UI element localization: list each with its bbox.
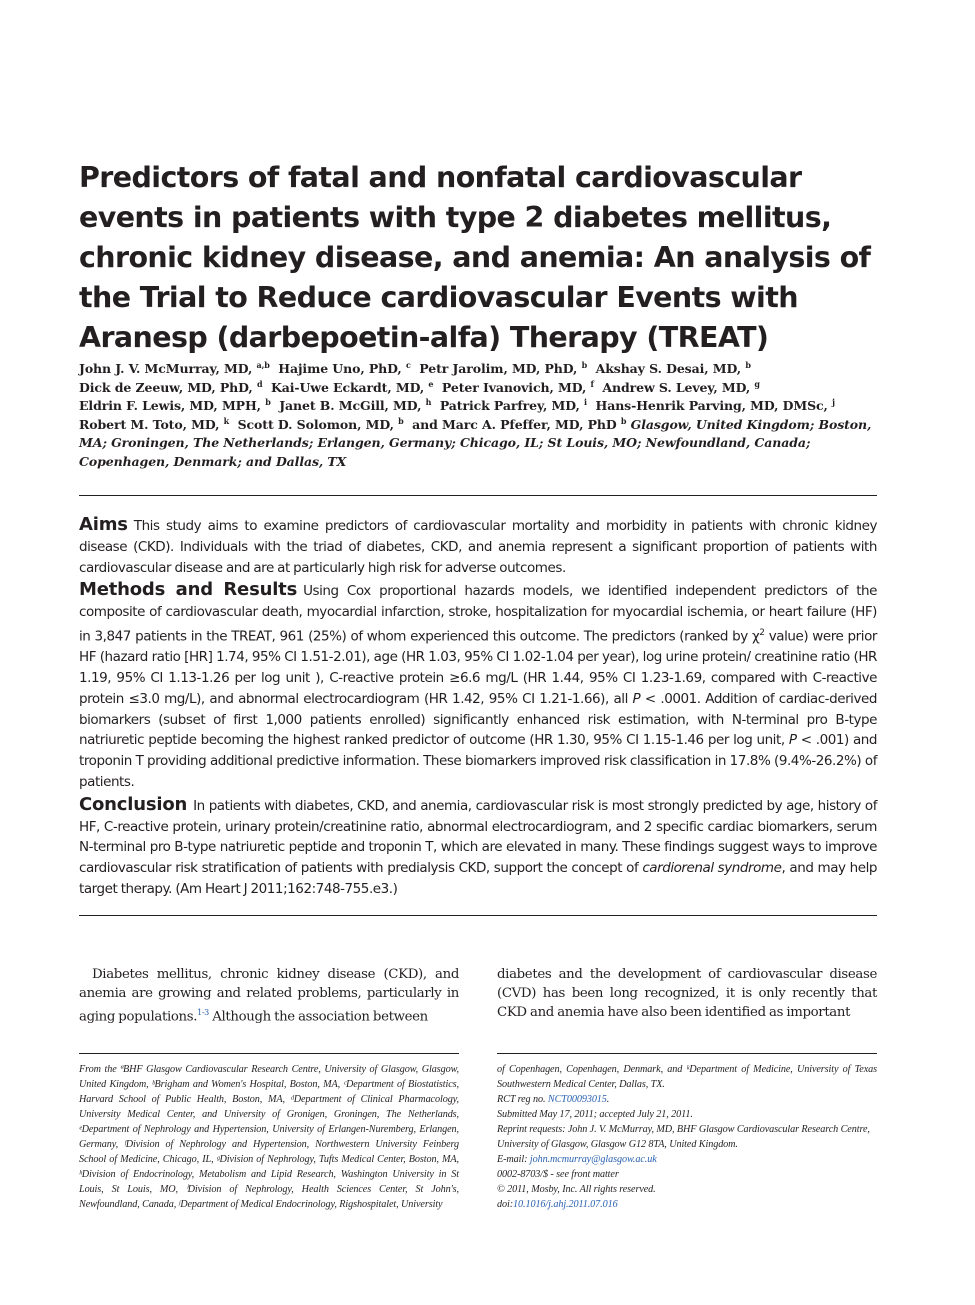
abstract-aims xyxy=(79,515,877,578)
footnote-divider-left xyxy=(79,1053,459,1054)
email-link[interactable]: john.mcmurray@glasgow.ac.uk xyxy=(529,1154,657,1165)
body-left-column xyxy=(79,965,459,1027)
author-12: Hans-Henrik Parving, MD, DMSc, $^j$ xyxy=(595,396,835,413)
body-paragraph: diabetes and the development of cardiovascular disease (CVD) has been long recognized, it is only recently that CKD and anemia have also been identified as important xyxy=(497,967,877,1021)
rct-registration xyxy=(497,1092,877,1107)
author-7: Peter Ivanovich, MD, $^f$ xyxy=(441,378,594,395)
author-3: Petr Jarolim, MD, PhD, $^b$ xyxy=(419,359,588,376)
aims-text: This study aims to examine predictors of cardiovascular mortality and morbidity in patients with chronic kidney disease (CKD). Individuals with the triad of diabetes, CKD, and anemia represent a significant proportion of patients with cardiovascular disease and are at particularly high risk for adverse outcomes. xyxy=(79,518,877,576)
methods-text-1: Using Cox proportional hazards models, we identified independent predictors of the composite of cardiovascular death, myocardial infarction, stroke, hospitalization for myocardial ischemia, or heart failure (HF) in 3,847 patients in the TREAT, 961 (25%) of whom experienced this outcome. The predictors (ranked by χ xyxy=(79,583,877,645)
affiliations-continued: of Copenhagen, Copenhagen, Denmark, and ᵏDepartment of Medicine, University of Texas Southwestern Medical Center, Dallas, TX. xyxy=(497,1064,877,1090)
rct-link[interactable]: NCT00093015 xyxy=(547,1094,607,1105)
article-info-footnote xyxy=(497,1062,877,1212)
p-value-symbol: P xyxy=(632,690,641,707)
doi-label: doi: xyxy=(497,1199,514,1210)
author-8: Andrew S. Levey, MD, $^g$ xyxy=(602,378,760,395)
issn: 0002-8703/$ - see front matter xyxy=(497,1169,619,1180)
methods-text-2: value) were prior HF (hazard ratio [HR] 1.74, 95% CI 1.51-2.01), age (HR 1.03, 95% CI 1.02-1.04 per year), log urine protein/ creatinine ratio (HR 1.19, 95% CI 1.13-1.26 per log unit ), C-reactive protein ≥6.6 mg/L (HR 1.44, 95% CI 1.23-1.69, compared with C-reactive protein ≤3.0 mg/L), and abnormal electrocardiogram (HR 1.42, 95% CI 1.21-1.66), all xyxy=(79,628,877,707)
article-title: Predictors of fatal and nonfatal cardiovascular events in patients with type 2 diabetes mellitus, chronic kidney disease, and anemia: An analysis of the Trial to Reduce cardiovascular Events with Aranesp (darbepoetin-alfa) Therapy (TREAT) xyxy=(79,161,871,354)
reprint-requests: Reprint requests: John J. V. McMurray, MD, BHF Glasgow Cardiovascular Research Centre, University of Glasgow, Glasgow G12 8TA, United Kingdom. xyxy=(497,1124,870,1150)
conclusion-text-1: In patients with diabetes, CKD, and anemia, cardiovascular risk is most strongly predicted by age, history of HF, C-reactive protein, urinary protein/creatinine ratio, abnormal electrocardiogram, and 2 specific cardiac biomarkers, serum N-terminal pro B-type natriuretic peptide and troponin T, which are elevated in many. These findings suggest ways to improve cardiovascular risk stratification of patients with predialysis CKD, support the concept of xyxy=(79,797,877,877)
author-11: Patrick Parfrey, MD, $^i$ xyxy=(439,396,587,413)
author-6: Kai-Uwe Eckardt, MD, $^e$ xyxy=(270,378,434,395)
author-2: Hajime Uno, PhD, $^c$ xyxy=(278,359,411,376)
doi-line xyxy=(497,1197,877,1212)
p-value-symbol: P xyxy=(788,732,797,749)
methods-heading: Methods and Results xyxy=(79,579,298,601)
body-paragraph xyxy=(79,965,459,1027)
affiliations-footnote: From the ªBHF Glasgow Cardiovascular Research Centre, University of Glasgow, Glasgow, United Kingdom, ᵇBrigham and Women's Hospital, Boston, MA, ᶜDepartment of Biostatistics, Harvard School of Public Health, Boston, MA, ᵈDepartment of Clinical Pharmacology, University Medical Center, and University of Gronigen, Groningen, The Netherlands, ᵉDepartment of Nephrology and Hypertension, University of Erlangen-Nuremberg, Erlangen, Germany, ᶠDivision of Nephrology and Hypertension, Northwestern University Feinberg School of Medicine, Chicago, IL, ᵍDivision of Nephrology, Tufts Medical Center, Boston, MA, ʰDivision of Endocrinology, Metabolism and Lipid Research, Washington University in St Louis, St Louis, MO, ⁱDivision of Nephrology, Health Sciences Center, St John's, Newfoundland, Canada, ʲDepartment of Medical Endocrinology, Rigshospitalet, University xyxy=(79,1064,459,1210)
author-locations: Glasgow, United Kingdom; Boston, MA; Groningen, The Netherlands; Erlangen, Germany; Chicago, IL; St Louis, MO; Newfoundland, Canada; Copenhagen, Denmark; and Dallas, TX xyxy=(79,416,872,469)
author-14: Scott D. Solomon, MD, $^b$ xyxy=(237,415,404,432)
bottom-divider xyxy=(79,915,877,916)
abstract-methods xyxy=(79,580,877,792)
body-text: Although the association between xyxy=(208,1009,428,1025)
body-text: Diabetes mellitus, chronic kidney disease (CKD), and anemia are growing and related problems, particularly in aging populations. xyxy=(79,967,459,1025)
top-divider xyxy=(79,495,877,496)
body-right-column xyxy=(497,965,877,1023)
author-4: Akshay S. Desai, MD, $^b$ xyxy=(595,359,751,376)
author-9: Eldrin F. Lewis, MD, MPH, $^b$ xyxy=(79,396,271,413)
conclusion-heading: Conclusion xyxy=(79,793,188,815)
footnote-divider-right xyxy=(497,1053,877,1054)
email-line xyxy=(497,1152,877,1167)
aims-heading: Aims xyxy=(79,514,128,535)
rct-end: . xyxy=(606,1094,610,1105)
abstract xyxy=(79,515,877,900)
author-15: and Marc A. Pfeffer, MD, PhD $^b$ xyxy=(412,415,627,432)
submission-dates: Submitted May 17, 2011; accepted July 21, 2011. xyxy=(497,1109,693,1120)
methods-text-4: < .001) and troponin T providing additional predictive information. These biomarkers improved risk classification in 17.8% (9.4%-26.2%) of patients. xyxy=(79,732,878,791)
email-label: E-mail: xyxy=(497,1154,530,1165)
author-5: Dick de Zeeuw, MD, PhD, $^d$ xyxy=(79,378,263,395)
conclusion-italic-term: cardiorenal syndrome xyxy=(642,860,782,877)
abstract-conclusion xyxy=(79,795,877,900)
author-list xyxy=(79,360,879,471)
reference-link[interactable]: 1-3 xyxy=(197,1008,209,1018)
conclusion-text-2: , and may help target therapy. (Am Heart J 2011;162:748-755.e3.) xyxy=(79,860,877,898)
methods-text-3: < .0001. Addition of cardiac-derived biomarkers (subset of first 1,000 patients enrolled) significantly enhanced risk estimation, with N-terminal pro B-type natriuretic peptide becoming the highest ranked predictor of outcome (HR 1.30, 95% CI 1.15-1.46 per log unit, xyxy=(79,690,877,749)
chi-square-superscript: 2 xyxy=(759,627,765,638)
copyright: © 2011, Mosby, Inc. All rights reserved. xyxy=(497,1184,656,1195)
author-13: Robert M. Toto, MD, $^k$ xyxy=(79,415,230,432)
doi-link[interactable]: 10.1016/j.ahj.2011.07.016 xyxy=(513,1199,618,1210)
author-10: Janet B. McGill, MD, $^h$ xyxy=(279,396,432,413)
rct-label: RCT reg no. xyxy=(497,1094,548,1105)
author-1: John J. V. McMurray, MD, $^{a,b}$ xyxy=(79,359,270,376)
